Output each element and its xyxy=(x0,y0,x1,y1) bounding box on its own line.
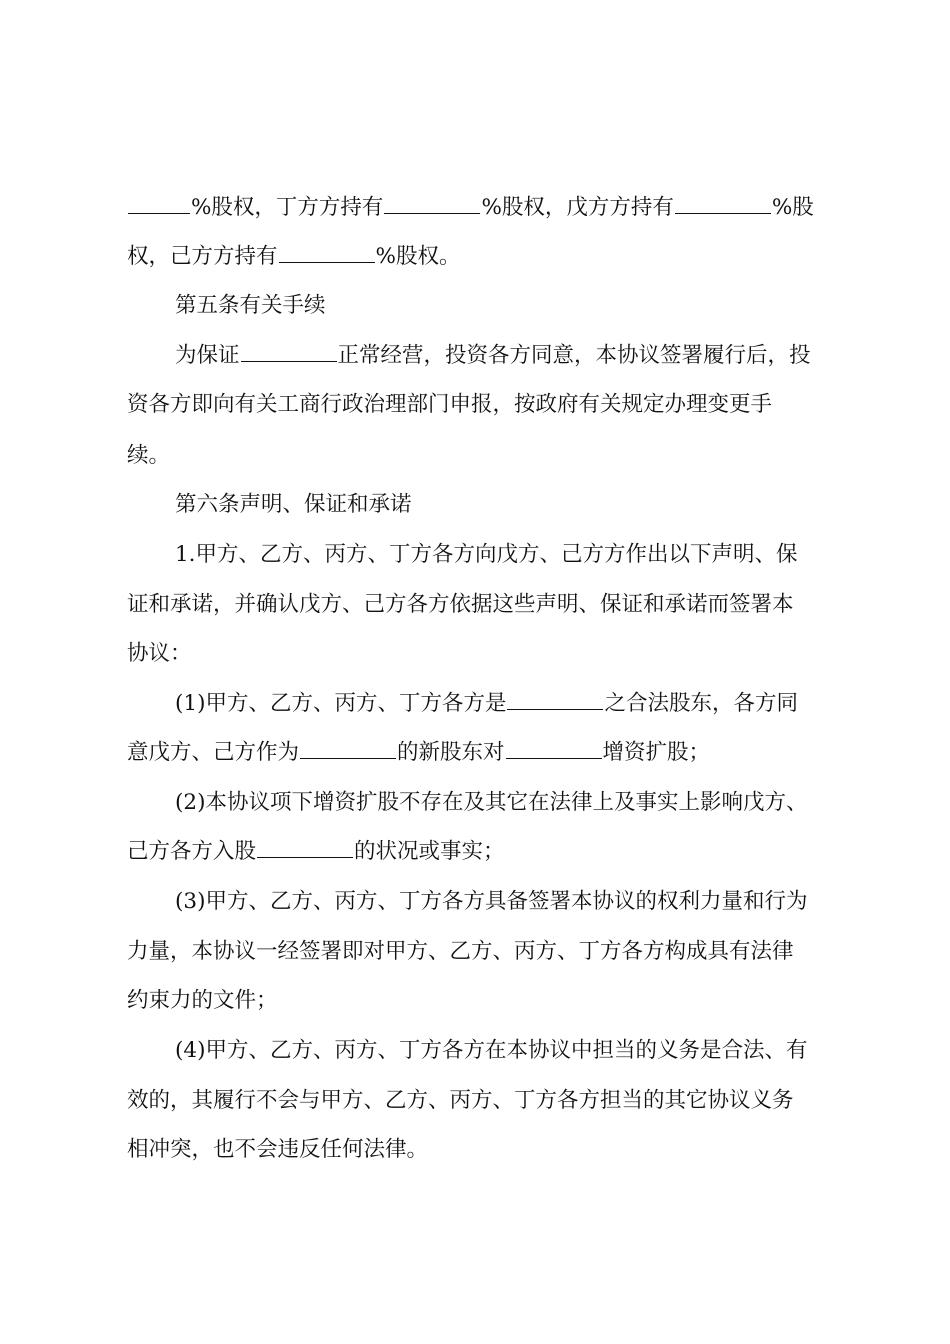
text-line: 相冲突，也不会违反任何法律。 xyxy=(127,1137,429,1162)
text-segment: 己方各方入股 xyxy=(127,839,257,864)
text-line: 协议： xyxy=(127,641,192,666)
text-segment: (1)甲方、乙方、丙方、丁方各方是 xyxy=(175,691,507,716)
text-line: 续。 xyxy=(127,443,171,468)
text-line: 资各方即向有关工商行政治理部门申报，按政府有关规定办理变更手 xyxy=(127,392,773,417)
text-segment: 权，己方方持有 xyxy=(127,244,278,269)
text-segment: %股权，丁方方持有 xyxy=(191,195,384,220)
blank-field xyxy=(128,193,190,214)
text-line: (4)甲方、乙方、丙方、丁方各方在本协议中担当的义务是合法、有 xyxy=(175,1038,808,1063)
text-segment: 之合法股东，各方同 xyxy=(604,691,798,716)
text-segment: 为保证 xyxy=(175,343,240,368)
text-line: 效的，其履行不会与甲方、乙方、丙方、丁方各方担当的其它协议义务 xyxy=(127,1088,794,1113)
blank-field xyxy=(506,738,602,759)
text-line: 1.甲方、乙方、丙方、丁方各方向戊方、己方方作出以下声明、保 xyxy=(175,542,798,567)
section-heading: 第五条有关手续 xyxy=(175,293,326,318)
blank-field xyxy=(675,193,771,214)
text-line xyxy=(127,738,710,768)
text-segment: 意戊方、己方作为 xyxy=(127,740,300,765)
text-line xyxy=(127,837,505,867)
text-line: (2)本协议项下增资扩股不存在及其它在法律上及事实上影响戊方、 xyxy=(175,790,808,815)
text-line xyxy=(175,689,798,719)
blank-field xyxy=(507,689,603,710)
text-segment: 增资扩股； xyxy=(602,740,711,765)
text-line xyxy=(127,193,814,223)
text-segment: %股权。 xyxy=(375,244,461,269)
text-segment: 的状况或事实； xyxy=(354,839,505,864)
blank-field xyxy=(241,341,337,362)
blank-field xyxy=(279,242,375,263)
text-segment: %股权，戊方方持有 xyxy=(481,195,674,220)
text-segment: 的新股东对 xyxy=(397,740,505,765)
blank-field xyxy=(300,738,396,759)
section-heading: 第六条声明、保证和承诺 xyxy=(175,492,412,517)
text-line: 约束力的文件； xyxy=(127,988,278,1013)
text-line: 证和承诺，并确认戊方、己方各方依据这些声明、保证和承诺而签署本 xyxy=(127,592,794,617)
blank-field xyxy=(384,193,480,214)
text-segment: %股 xyxy=(771,195,814,220)
text-segment: 正常经营，投资各方同意，本协议签署履行后，投 xyxy=(337,343,811,368)
text-line: 力量，本协议一经签署即对甲方、乙方、丙方、丁方各方构成具有法律 xyxy=(127,939,794,964)
text-line xyxy=(127,242,460,272)
text-line xyxy=(175,341,811,371)
blank-field xyxy=(257,837,353,858)
text-line: (3)甲方、乙方、丙方、丁方各方具备签署本协议的权利力量和行为 xyxy=(175,889,808,914)
